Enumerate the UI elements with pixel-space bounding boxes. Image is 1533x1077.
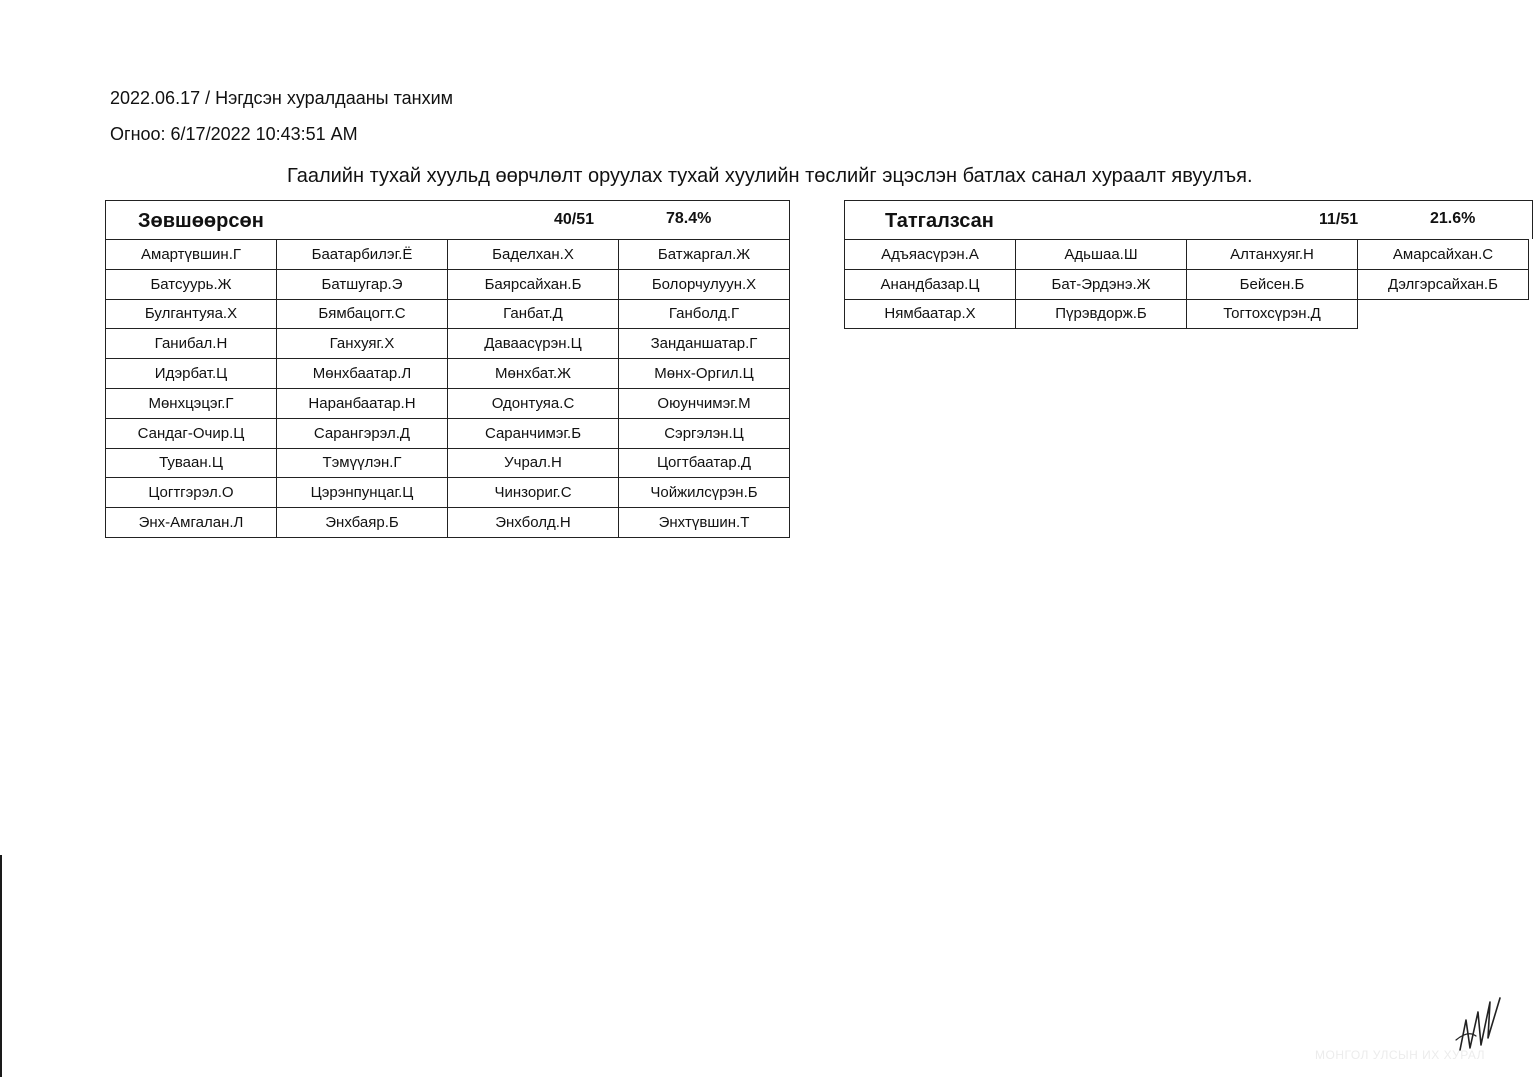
rejected-section [844,200,1533,329]
approved-name-cell: Тэмүүлэн.Г [277,449,448,479]
approved-name-cell: Баделхан.Х [448,240,619,270]
approved-name-cell: Одонтуяа.С [448,389,619,419]
approved-name-cell: Батсуурь.Ж [106,270,277,300]
scan-edge-line [0,855,2,1077]
approved-name-cell: Цэрэнпунцаг.Ц [277,478,448,508]
rejected-name-cell: Амарсайхан.С [1358,240,1529,270]
approved-name-cell: Ганболд.Г [619,300,790,330]
approved-name-cell: Саранчимэг.Б [448,419,619,449]
approved-header [105,200,790,239]
rejected-name-cell: Алтанхуяг.Н [1187,240,1358,270]
session-date-location: 2022.06.17 / Нэгдсэн хуралдааны танхим [110,88,454,108]
approved-name-cell: Мөнх-Оргил.Ц [619,359,790,389]
approved-name-cell: Мөнхбат.Ж [448,359,619,389]
approved-name-cell: Энхтүвшин.Т [619,508,790,538]
rejected-name-cell: Анандбазар.Ц [845,270,1016,300]
approved-name-cell: Мөнхбаатар.Л [277,359,448,389]
rejected-count: 11/51 [1319,211,1359,228]
approved-count: 40/51 [554,211,595,228]
approved-name-cell: Оюунчимэг.М [619,389,790,419]
rejected-name-cell: Нямбаатар.Х [845,300,1016,330]
approved-section [105,200,790,538]
approved-name-cell: Даваасүрэн.Ц [448,329,619,359]
approved-name-cell: Баатарбилэг.Ё [277,240,448,270]
approved-name-cell: Энхбаяр.Б [277,508,448,538]
approved-names-table [105,239,790,538]
approved-name-cell: Ганибал.Н [106,329,277,359]
approved-name-cell: Сэргэлэн.Ц [619,419,790,449]
vote-timestamp: Огноо: 6/17/2022 10:43:51 AM [110,124,358,144]
approved-name-cell: Учрал.Н [448,449,619,479]
approved-name-cell: Цогтгэрэл.О [106,478,277,508]
approved-name-cell: Баярсайхан.Б [448,270,619,300]
motion-title: Гаалийн тухай хуульд өөрчлөлт оруулах тухай хуулийн төслийг эцэслэн батлах санал хураалт явуулъя. [287,165,1253,187]
approved-name-cell: Идэрбат.Ц [106,359,277,389]
rejected-name-cell: Бейсен.Б [1187,270,1358,300]
rejected-name-cell: Дэлгэрсайхан.Б [1358,270,1529,300]
approved-name-cell: Мөнхцэцэг.Г [106,389,277,419]
approved-name-cell: Энх-Амгалан.Л [106,508,277,538]
rejected-header [844,200,1533,239]
approved-name-cell: Цогтбаатар.Д [619,449,790,479]
approved-name-cell: Батшугар.Э [277,270,448,300]
rejected-name-cell: Бат-Эрдэнэ.Ж [1016,270,1187,300]
approved-name-cell: Болорчулуун.Х [619,270,790,300]
approved-name-cell: Сандаг-Очир.Ц [106,419,277,449]
watermark-text: МОНГОЛ УЛСЫН ИХ ХУРАЛ [1315,1048,1486,1062]
approved-name-cell: Занданшатар.Г [619,329,790,359]
approved-name-cell: Амартүвшин.Г [106,240,277,270]
approved-name-cell: Энхболд.Н [448,508,619,538]
approved-name-cell: Туваан.Ц [106,449,277,479]
rejected-name-cell: Адъяасүрэн.А [845,240,1016,270]
approved-name-cell: Батжаргал.Ж [619,240,790,270]
rejected-name-cell: Тогтохсүрэн.Д [1187,300,1358,330]
approved-name-cell: Чойжилсүрэн.Б [619,478,790,508]
approved-name-cell: Ганхуяг.Х [277,329,448,359]
rejected-names-table [844,239,1529,329]
approved-label: Зөвшөөрсөн [138,210,264,232]
approved-percent: 78.4% [666,210,712,227]
approved-name-cell: Булгантуяа.Х [106,300,277,330]
rejected-percent: 21.6% [1430,210,1476,227]
approved-name-cell: Сарангэрэл.Д [277,419,448,449]
approved-name-cell: Ганбат.Д [448,300,619,330]
rejected-label: Татгалзсан [885,210,994,232]
approved-name-cell: Наранбаатар.Н [277,389,448,419]
approved-name-cell: Чинзориг.С [448,478,619,508]
approved-name-cell: Бямбацогт.С [277,300,448,330]
rejected-name-cell: Адьшаа.Ш [1016,240,1187,270]
rejected-name-cell: Пүрэвдорж.Б [1016,300,1187,330]
